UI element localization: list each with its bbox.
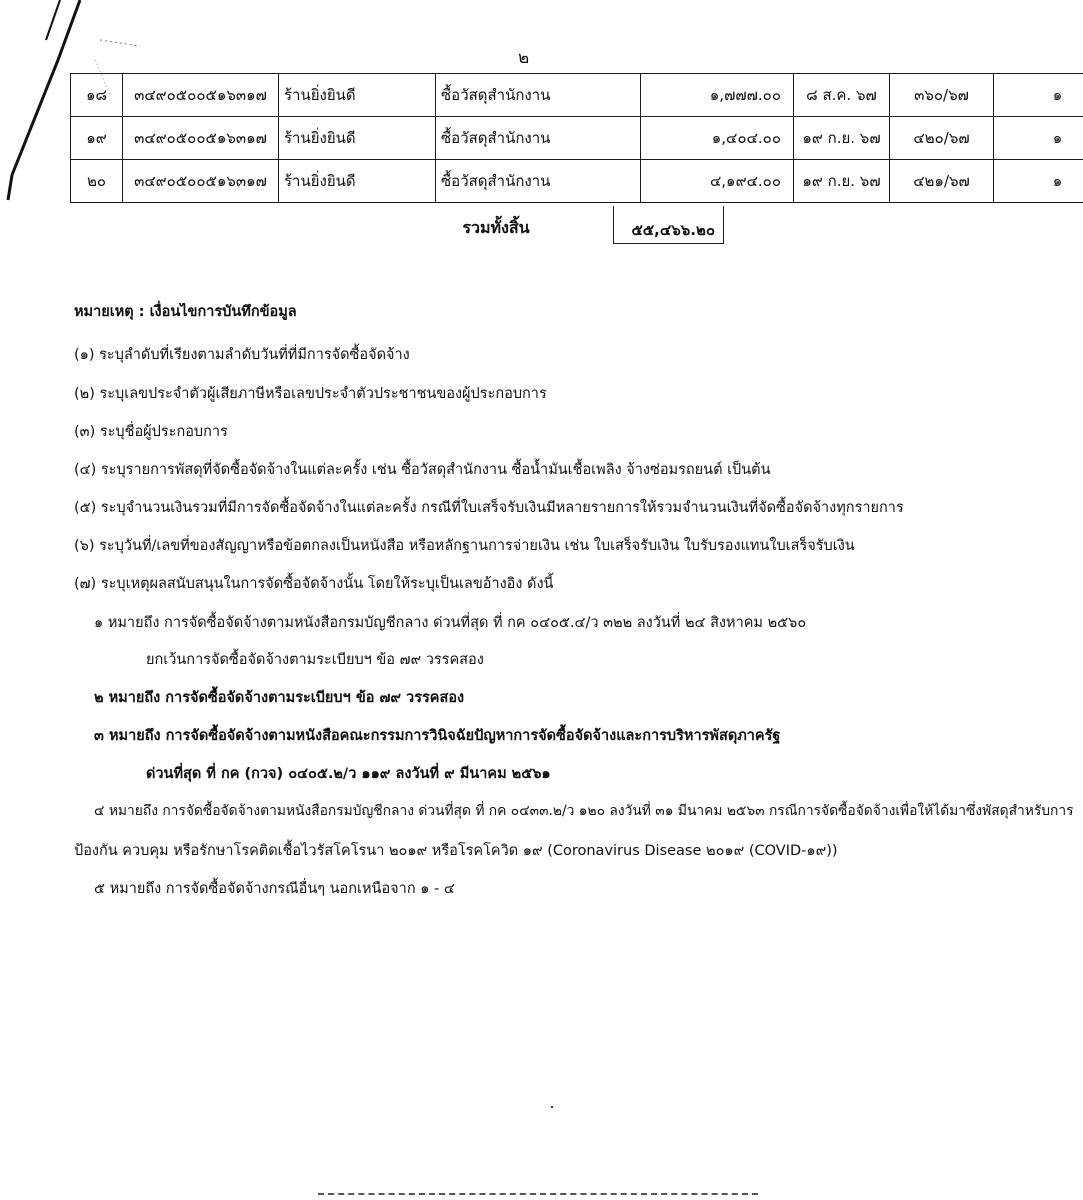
scan-speck: [551, 1106, 553, 1108]
tax-id: ๓๔๙๐๕๐๐๕๑๖๓๑๗: [123, 160, 279, 203]
note-item: (๓) ระบุชื่อผู้ประกอบการ: [74, 424, 228, 440]
amount: ๔,๑๙๔.๐๐: [641, 160, 794, 203]
note-item: (๒) ระบุเลขประจำตัวผู้เสียภาษีหรือเลขประจำตัวประชาชนของผู้ประกอบการ: [74, 386, 547, 402]
note-item: (๑) ระบุลำดับที่เรียงตามลำดับวันที่ที่มีการจัดซื้อจัดจ้าง: [74, 347, 410, 363]
amount: ๑,๔๐๔.๐๐: [641, 117, 794, 160]
reference-3-line-1: ๓ หมายถึง การจัดซื้อจัดจ้างตามหนังสือคณะกรรมการวินิจฉัยปัญหาการจัดซื้อจัดจ้างและการบริหารพัสดุภาครัฐ: [94, 728, 781, 744]
tax-id: ๓๔๙๐๕๐๐๕๑๖๓๑๗: [123, 74, 279, 117]
item-description: ซื้อวัสดุสำนักงาน: [436, 117, 641, 160]
table-row: [71, 160, 1083, 203]
purchase-date: ๘ ส.ค. ๖๗: [794, 74, 890, 117]
reason-code: ๑: [994, 117, 1083, 160]
document-number: ๓๖๐/๖๗: [890, 74, 994, 117]
reference-2: ๒ หมายถึง การจัดซื้อจัดจ้างตามระเบียบฯ ข้อ ๗๙ วรรคสอง: [94, 690, 465, 706]
row-number: ๒๐: [71, 160, 123, 203]
purchase-date: ๑๙ ก.ย. ๖๗: [794, 160, 890, 203]
row-number: ๑๘: [71, 74, 123, 117]
document-number: ๔๒๑/๖๗: [890, 160, 994, 203]
reference-1-line-1: ๑ หมายถึง การจัดซื้อจัดจ้างตามหนังสือกรมบัญชีกลาง ด่วนที่สุด ที่ กค ๐๔๐๕.๔/ว ๓๒๒ ลงวันที่ ๒๔ สิงหาคม ๒๕๖๐: [94, 615, 807, 631]
total-value: ๕๕,๔๖๖.๒๐: [613, 206, 724, 244]
note-item: (๖) ระบุวันที่/เลขที่ของสัญญาหรือข้อตกลงเป็นหนังสือ หรือหลักฐานการจ่ายเงิน เช่น ใบเสร็จรับเงิน ใบรับรองแทนใบเสร็จรับเงิน: [74, 538, 855, 554]
vendor-name: ร้านยิ่งยินดี: [279, 160, 436, 203]
vendor-name: ร้านยิ่งยินดี: [279, 74, 436, 117]
purchase-date: ๑๙ ก.ย. ๖๗: [794, 117, 890, 160]
total-label: รวมทั้งสิ้น: [462, 218, 530, 237]
reference-5: ๕ หมายถึง การจัดซื้อจัดจ้างกรณีอื่นๆ นอกเหนือจาก ๑ - ๔: [94, 881, 455, 897]
item-description: ซื้อวัสดุสำนักงาน: [436, 74, 641, 117]
reference-4-line-1: ๔ หมายถึง การจัดซื้อจัดจ้างตามหนังสือกรมบัญชีกลาง ด่วนที่สุด ที่ กค ๐๔๓๓.๒/ว ๑๒๐ ลงวันที่ ๓๑ มีนาคม ๒๕๖๓ กรณีการจัดซื้อจัดจ้างเพื่อให้ได้มาซึ่งพัสดุสำหรับการ: [94, 803, 1074, 819]
row-number: ๑๙: [71, 117, 123, 160]
vendor-name: ร้านยิ่งยินดี: [279, 117, 436, 160]
table-row: [71, 74, 1083, 117]
reference-1-line-2: ยกเว้นการจัดซื้อจัดจ้างตามระเบียบฯ ข้อ ๗๙ วรรคสอง: [146, 652, 484, 668]
document-number: ๔๒๐/๖๗: [890, 117, 994, 160]
note-item: (๔) ระบุรายการพัสดุที่จัดซื้อจัดจ้างในแต่ละครั้ง เช่น ซื้อวัสดุสำนักงาน ซื้อน้ำมันเชื้อเพลิง จ้างซ่อมรถยนต์ เป็นต้น: [74, 462, 771, 478]
reference-3-line-2: ด่วนที่สุด ที่ กค (กวจ) ๐๔๐๕.๒/ว ๑๑๙ ลงวันที่ ๙ มีนาคม ๒๕๖๑: [146, 766, 551, 782]
notes-heading: หมายเหตุ : เงื่อนไขการบันทึกข้อมูล: [74, 304, 297, 320]
note-item: (๕) ระบุจำนวนเงินรวมที่มีการจัดซื้อจัดจ้างในแต่ละครั้ง กรณีที่ใบเสร็จรับเงินมีหลายรายการให้รวมจำนวนเงินที่จัดซื้อจัดจ้างทุกรายการ: [74, 500, 904, 516]
scan-bottom-dash: [318, 1193, 758, 1195]
item-description: ซื้อวัสดุสำนักงาน: [436, 160, 641, 203]
note-item: (๗) ระบุเหตุผลสนับสนุนในการจัดซื้อจัดจ้างนั้น โดยให้ระบุเป็นเลขอ้างอิง ดังนี้: [74, 576, 554, 592]
tax-id: ๓๔๙๐๕๐๐๕๑๖๓๑๗: [123, 117, 279, 160]
reason-code: ๑: [994, 160, 1083, 203]
reference-4-line-2: ป้องกัน ควบคุม หรือรักษาโรคติดเชื้อไวรัสโคโรนา ๒๐๑๙ หรือโรคโควิด ๑๙ (Coronavirus Disease ๒๐๑๙ (COVID-๑๙)): [74, 843, 838, 859]
records-table: [70, 73, 1083, 203]
table-row: [71, 117, 1083, 160]
reason-code: ๑: [994, 74, 1083, 117]
page-number: ๒: [518, 48, 530, 68]
amount: ๑,๗๗๗.๐๐: [641, 74, 794, 117]
